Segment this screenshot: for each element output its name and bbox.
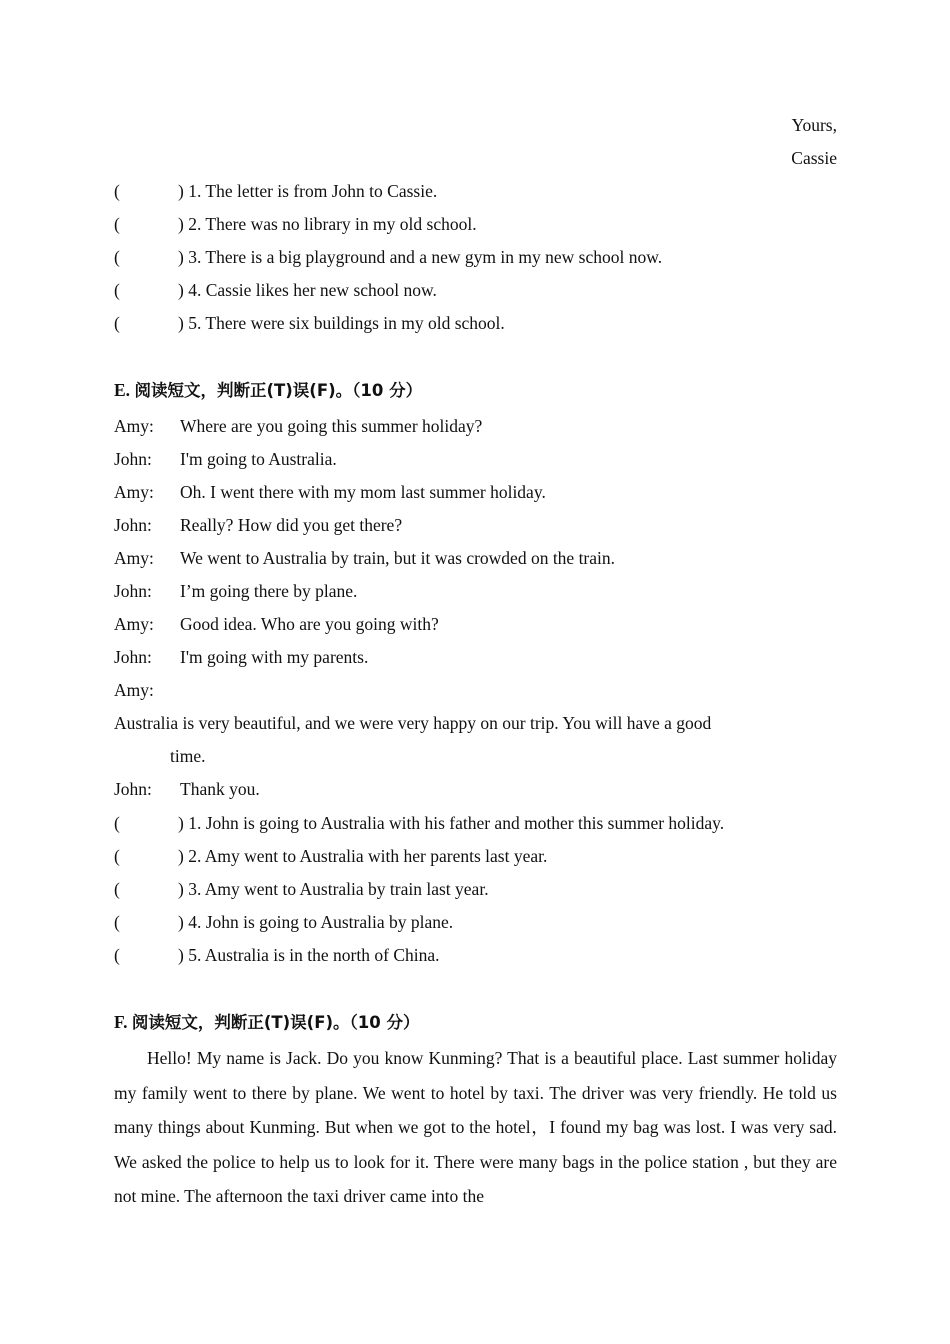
question-item: ( ) 4. John is going to Australia by plane.: [114, 912, 454, 932]
dialogue-line: Amy: Good idea. Who are you going with?: [114, 614, 439, 634]
reading-passage: Hello! My name is Jack. Do you know Kunming? That is a beautiful place. Last summer holiday my family went to there by plane. We went to hotel by taxi. The driver was very friendly. He told us many things about Kunming. But when we got to the hotel，I found my bag was lost. I was very sad. We asked the police to help us to look for it. There were many bags in the police station , but they are not mine. The afternoon the taxi driver came into the: [114, 1048, 837, 1206]
question-item: ( ) 2. Amy went to Australia with her parents last year.: [114, 846, 548, 866]
dialogue-line: Amy: Oh. I went there with my mom last summer holiday.: [114, 482, 546, 502]
question-item: ( ) 3. Amy went to Australia by train last year.: [114, 879, 489, 899]
dialogue-wrapped-line: time.: [170, 746, 206, 766]
dialogue-line: John: I'm going to Australia.: [114, 449, 337, 469]
dialogue-line: Amy:: [114, 680, 154, 700]
letter-signoff: Yours,: [791, 115, 837, 135]
section-f-heading: F. 阅读短文，判断正(T)误(F)。（10 分）: [114, 1012, 420, 1032]
question-item: ( ) 3. There is a big playground and a new gym in my new school now.: [114, 247, 663, 267]
question-item: ( ) 2. There was no library in my old school.: [114, 214, 477, 234]
dialogue-line: Amy: We went to Australia by train, but it was crowded on the train.: [114, 548, 616, 568]
question-item: ( ) 1. John is going to Australia with his father and mother this summer holiday.: [114, 813, 725, 833]
question-item: ( ) 1. The letter is from John to Cassie.: [114, 181, 438, 201]
dialogue-line: John: I’m going there by plane.: [114, 581, 358, 601]
dialogue-wrapped-line: Australia is very beautiful, and we were very happy on our trip. You will have a good: [114, 713, 712, 733]
dialogue-line: John: Thank you.: [114, 779, 260, 799]
letter-signature: Cassie: [791, 148, 837, 168]
question-item: ( ) 5. Australia is in the north of China.: [114, 945, 440, 965]
dialogue-line: John: Really? How did you get there?: [114, 515, 403, 535]
section-e-heading: E. 阅读短文，判断正(T)误(F)。（10 分）: [114, 380, 423, 400]
dialogue-line: John: I'm going with my parents.: [114, 647, 369, 667]
question-item: ( ) 4. Cassie likes her new school now.: [114, 280, 437, 300]
question-item: ( ) 5. There were six buildings in my old school.: [114, 313, 505, 333]
dialogue-line: Amy: Where are you going this summer holiday?: [114, 416, 483, 436]
